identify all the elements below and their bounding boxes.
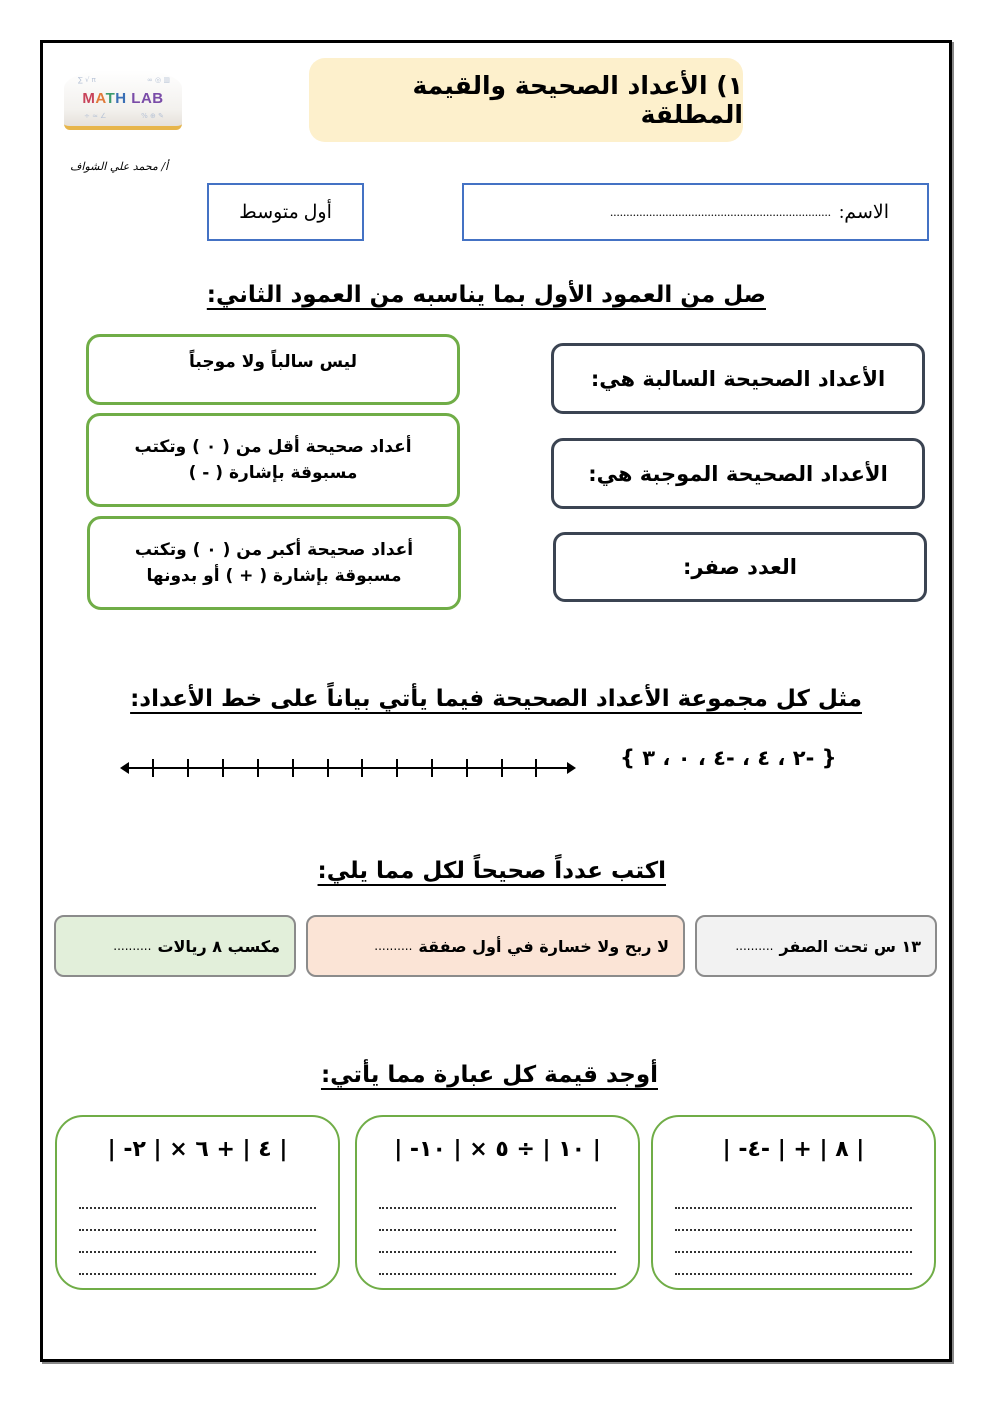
number-line-tick [222,759,224,777]
column-two-item[interactable] [87,516,461,610]
scenario-card[interactable] [695,915,937,977]
answer-line[interactable] [379,1253,616,1275]
expression-text: | -٤ | + ٦ × | ٢ | [107,1137,288,1162]
column-two-item[interactable] [86,334,460,405]
scenario-text: ١٣ س تحت الصفر [779,936,921,956]
column-one-item[interactable]: العدد صفر: [553,532,927,602]
answer-lines[interactable] [79,1187,316,1275]
number-line-tick [257,759,259,777]
integer-set: { -٢ ، ٤ ، -٤ ، ٠ ، ٣ } [620,746,837,770]
answer-blank[interactable]: .......... [113,939,152,953]
number-line-tick [292,759,294,777]
number-line-heading: مثل كل مجموعة الأعداد الصحيحة فيما يأتي بياناً على خط الأعداد: [130,686,862,712]
answer-line[interactable] [379,1231,616,1253]
expression-text: | -١٠ | ÷ ٥ × | ١٠ | [394,1137,601,1162]
column-one-item[interactable]: الأعداد الصحيحة السالبة هي: [551,343,925,414]
write-integer-heading: اكتب عدداً صحيحاً لكل مما يلي: [317,858,666,884]
student-name-field[interactable] [462,183,929,241]
number-line-tick [327,759,329,777]
number-line-tick [187,759,189,777]
answer-line[interactable] [675,1231,912,1253]
answer-blank[interactable]: .......... [374,939,413,953]
math-lab-logo [62,64,184,136]
answer-line[interactable] [79,1187,316,1209]
logo-text: MATH LAB [82,89,164,107]
number-line-tick [535,759,537,777]
column-one-item[interactable]: الأعداد الصحيحة الموجبة هي: [551,438,925,509]
number-line-tick [466,759,468,777]
number-line-tick [396,759,398,777]
expression-text: | -٨ | + | -٤ | [722,1137,865,1162]
column-two-item[interactable] [86,413,460,507]
answer-line[interactable] [675,1253,912,1275]
answer-lines[interactable] [675,1187,912,1275]
answer-blank[interactable]: .......... [735,939,774,953]
answer-line[interactable] [79,1231,316,1253]
name-label: الاسم: [839,201,889,223]
answer-line[interactable] [79,1209,316,1231]
arrow-right-icon [567,762,576,774]
name-blank[interactable]: .................................................................... [610,204,832,219]
column-two-text: أعداد صحيحة أقل من ( ٠ ) وتكتب [134,436,412,457]
number-line-tick [152,759,154,777]
grade-label: أول متوسط [207,183,364,241]
answer-line[interactable] [79,1253,316,1275]
column-two-text: مسبوقة بإشارة ( + ) أو بدونها [146,566,402,586]
column-two-text: أعداد صحيحة أكبر من ( ٠ ) وتكتب [134,539,414,560]
expression-card[interactable] [355,1115,640,1290]
answer-line[interactable] [379,1187,616,1209]
worksheet-title: ١) الأعداد الصحيحة والقيمة المطلقة [309,58,743,142]
number-line-tick [501,759,503,777]
column-two-text: ليس سالباً ولا موجباً [189,352,357,372]
column-two-text: مسبوقة بإشارة ( - ) [188,463,358,483]
answer-line[interactable] [675,1209,912,1231]
scenario-card[interactable] [54,915,296,977]
answer-line[interactable] [675,1187,912,1209]
scenario-text: لا ربح ولا خسارة في أول صفقة [418,936,669,956]
matching-heading: صل من العمود الأول بما يناسبه من العمود الثاني: [206,282,766,308]
scenario-text: مكسب ٨ ريالات [157,936,280,956]
number-line-axis [126,767,570,769]
answer-lines[interactable] [379,1187,616,1275]
number-line-tick [361,759,363,777]
expression-card[interactable] [55,1115,340,1290]
evaluate-heading: أوجد قيمة كل عبارة مما يأتي: [320,1062,658,1088]
teacher-name: أ/ محمد علي الشواف [70,160,169,173]
expression-card[interactable] [651,1115,936,1290]
number-line-tick [431,759,433,777]
scenario-card[interactable] [306,915,685,977]
answer-line[interactable] [379,1209,616,1231]
number-line[interactable] [118,756,578,780]
open-book-icon: π √ ∑ ▥ ◎ ∞ ∠ ≈ ÷ ✎ ⊕ % MATH LAB [64,70,182,130]
